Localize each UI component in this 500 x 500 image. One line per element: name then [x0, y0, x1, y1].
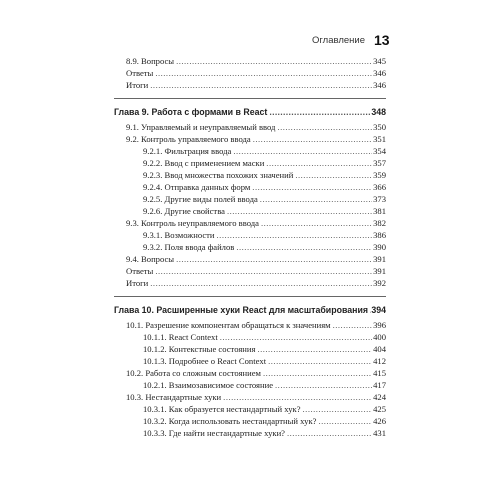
toc-entry-page: 345: [373, 56, 386, 66]
toc-entry-title: 9.2.5. Другие виды полей ввода: [143, 194, 258, 204]
toc-entry-page: 425: [373, 404, 386, 414]
table-of-contents: [114, 55, 386, 439]
dot-leader: [333, 319, 373, 331]
toc-entry-page: 417: [373, 380, 386, 390]
toc-entry-title: 9.2. Контроль управляемого ввода: [126, 134, 251, 144]
toc-entry-title: 10.3.3. Где найти нестандартные хуки?: [143, 428, 285, 438]
section-divider: [114, 296, 386, 297]
toc-entry[interactable]: [114, 415, 386, 427]
dot-leader: [236, 241, 372, 253]
toc-entry-page: 346: [373, 68, 386, 78]
toc-entry-title: Глава 10. Расширенные хуки React для масштабирования: [114, 305, 368, 315]
toc-entry-page: 396: [373, 320, 386, 330]
toc-entry[interactable]: [114, 277, 386, 289]
dot-leader: [150, 79, 372, 91]
toc-entry-page: 424: [373, 392, 386, 402]
toc-entry-title: Глава 9. Работа с формами в React: [114, 107, 268, 117]
toc-entry-page: 351: [373, 134, 386, 144]
toc-entry-page: 390: [373, 242, 386, 252]
toc-entry-title: Итоги: [126, 278, 149, 288]
dot-leader: [269, 103, 370, 121]
toc-entry[interactable]: [114, 403, 386, 415]
toc-chapter[interactable]: [114, 301, 386, 319]
toc-entry-page: 391: [373, 266, 386, 276]
toc-entry-page: 431: [373, 428, 386, 438]
toc-entry-page: 381: [373, 206, 386, 216]
dot-leader: [176, 253, 372, 265]
toc-entry[interactable]: [114, 133, 386, 145]
toc-entry-title: 9.2.1. Фильтрация ввода: [143, 146, 232, 156]
toc-entry-page: 350: [373, 122, 386, 132]
toc-entry[interactable]: [114, 253, 386, 265]
toc-entry[interactable]: [114, 229, 386, 241]
toc-entry-page: 400: [373, 332, 386, 342]
toc-entry-title: 10.2.1. Взаимозависимое состояние: [143, 380, 274, 390]
running-title: Оглавление: [312, 35, 365, 46]
toc-entry-title: Ответы: [126, 68, 154, 78]
toc-entry-page: 382: [373, 218, 386, 228]
dot-leader: [268, 355, 372, 367]
toc-entry-title: 9.2.3. Ввод множества похожих значений: [143, 170, 294, 180]
toc-entry[interactable]: [114, 79, 386, 91]
toc-entry-page: 412: [373, 356, 386, 366]
dot-leader: [150, 277, 372, 289]
dot-leader: [176, 55, 372, 67]
toc-entry-title: Итоги: [126, 80, 149, 90]
dot-leader: [260, 193, 372, 205]
toc-entry[interactable]: [114, 181, 386, 193]
toc-entry-title: 8.9. Вопросы: [126, 56, 175, 66]
toc-entry-title: Ответы: [126, 266, 154, 276]
toc-entry[interactable]: [114, 169, 386, 181]
toc-entry-title: 10.1. Разрешение компонентам обращаться к значениям: [126, 320, 331, 330]
toc-entry[interactable]: [114, 391, 386, 403]
toc-entry-title: 10.3.2. Когда использовать нестандартный хук?: [143, 416, 317, 426]
toc-entry[interactable]: [114, 241, 386, 253]
dot-leader: [318, 415, 372, 427]
dot-leader: [287, 427, 372, 439]
toc-entry-page: 366: [373, 182, 386, 192]
dot-leader: [233, 145, 372, 157]
toc-entry[interactable]: [114, 355, 386, 367]
toc-entry[interactable]: [114, 67, 386, 79]
toc-entry-page: 404: [373, 344, 386, 354]
toc-entry[interactable]: [114, 145, 386, 157]
dot-leader: [295, 169, 372, 181]
dot-leader: [252, 181, 372, 193]
dot-leader: [261, 217, 372, 229]
dot-leader: [303, 403, 373, 415]
dot-leader: [223, 391, 372, 403]
toc-entry-page: 386: [373, 230, 386, 240]
toc-entry-page: 359: [373, 170, 386, 180]
toc-entry[interactable]: [114, 193, 386, 205]
dot-leader: [277, 121, 372, 133]
toc-entry[interactable]: [114, 343, 386, 355]
toc-entry-title: 9.4. Вопросы: [126, 254, 175, 264]
toc-entry[interactable]: [114, 205, 386, 217]
toc-chapter[interactable]: [114, 103, 386, 121]
toc-entry-title: 10.2. Работа со сложным состоянием: [126, 368, 261, 378]
toc-entry-page: 391: [373, 254, 386, 264]
page-header: [0, 33, 500, 49]
dot-leader: [217, 229, 373, 241]
toc-entry-title: 10.3.1. Как образуется нестандартный хук?: [143, 404, 301, 414]
toc-entry[interactable]: [114, 121, 386, 133]
toc-entry[interactable]: [114, 265, 386, 277]
dot-leader: [155, 265, 372, 277]
toc-entry-title: 9.3.2. Поля ввода файлов: [143, 242, 235, 252]
toc-entry-page: 354: [373, 146, 386, 156]
toc-entry-page: 346: [373, 80, 386, 90]
toc-entry[interactable]: [114, 319, 386, 331]
toc-entry-title: 10.3. Нестандартные хуки: [126, 392, 222, 402]
toc-entry-title: 9.2.2. Ввод с применением маски: [143, 158, 265, 168]
toc-entry-page: 392: [373, 278, 386, 288]
toc-entry-title: 9.2.4. Отправка данных форм: [143, 182, 251, 192]
toc-entry-page: 348: [371, 107, 386, 117]
dot-leader: [266, 157, 372, 169]
dot-leader: [220, 331, 372, 343]
dot-leader: [263, 367, 372, 379]
dot-leader: [253, 133, 372, 145]
toc-entry-title: 9.3.1. Возможности: [143, 230, 215, 240]
toc-entry[interactable]: [114, 331, 386, 343]
dot-leader: [275, 379, 372, 391]
toc-entry-page: 426: [373, 416, 386, 426]
section-divider: [114, 98, 386, 99]
toc-entry-page: 394: [371, 305, 386, 315]
page-number: 13: [374, 32, 390, 48]
dot-leader: [257, 343, 372, 355]
toc-entry-title: 9.3. Контроль неуправляемого ввода: [126, 218, 259, 228]
toc-entry[interactable]: [114, 427, 386, 439]
toc-entry-page: 357: [373, 158, 386, 168]
toc-entry[interactable]: [114, 379, 386, 391]
toc-entry-title: 9.1. Управляемый и неуправляемый ввод: [126, 122, 276, 132]
toc-entry[interactable]: [114, 367, 386, 379]
toc-entry-title: 10.1.2. Контекстные состояния: [143, 344, 256, 354]
toc-entry[interactable]: [114, 157, 386, 169]
dot-leader: [155, 67, 372, 79]
toc-entry-page: 415: [373, 368, 386, 378]
toc-entry-title: 10.1.1. React Context: [143, 332, 218, 342]
toc-entry-title: 9.2.6. Другие свойства: [143, 206, 225, 216]
toc-entry[interactable]: [114, 55, 386, 67]
toc-entry-title: 10.1.3. Подробнее о React Context: [143, 356, 267, 366]
toc-entry[interactable]: [114, 217, 386, 229]
toc-entry-page: 373: [373, 194, 386, 204]
dot-leader: [227, 205, 372, 217]
